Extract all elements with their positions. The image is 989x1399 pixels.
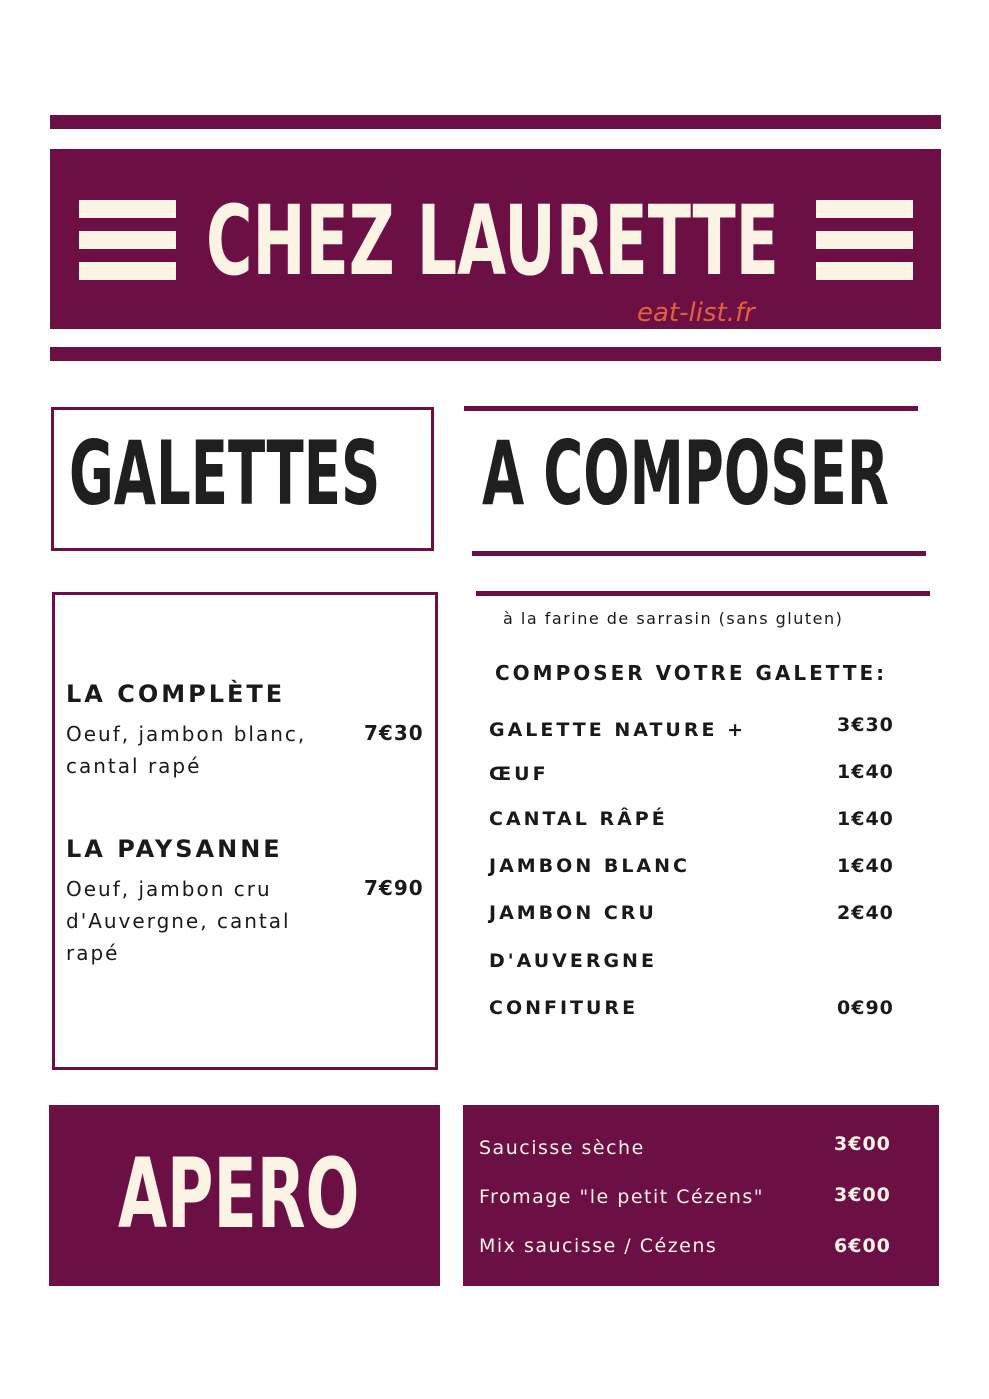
compose-item-price: 1€40 bbox=[837, 855, 894, 877]
apero-item-price: 3€00 bbox=[834, 1133, 891, 1155]
apero-title: APERO bbox=[118, 1138, 360, 1250]
special-desc-line: Oeuf, jambon cru bbox=[66, 877, 272, 901]
compose-title-top-line bbox=[464, 406, 918, 411]
compose-title-bottom-line bbox=[472, 551, 926, 556]
apero-item-name: Mix saucisse / Cézens bbox=[479, 1235, 718, 1257]
specials-box bbox=[52, 592, 438, 1070]
header-bottom-stripe bbox=[50, 347, 941, 361]
apero-item-name: Fromage "le petit Cézens" bbox=[479, 1186, 765, 1208]
special-desc-line: rapé bbox=[66, 941, 120, 965]
section-title-compose: A COMPOSER bbox=[482, 422, 889, 525]
compose-subtitle: à la farine de sarrasin (sans gluten) bbox=[503, 609, 844, 628]
compose-item-name: JAMBON BLANC bbox=[489, 855, 690, 877]
special-price: 7€90 bbox=[364, 876, 424, 900]
watermark: eat-list.fr bbox=[637, 298, 755, 328]
compose-item-price: 2€40 bbox=[837, 902, 894, 924]
special-desc-line: Oeuf, jambon blanc, bbox=[66, 722, 307, 746]
special-desc-line: d'Auvergne, cantal bbox=[66, 909, 291, 933]
compose-item-name: JAMBON CRU bbox=[489, 902, 657, 924]
compose-item-price: 0€90 bbox=[837, 997, 894, 1019]
apero-item-price: 6€00 bbox=[834, 1235, 891, 1257]
compose-item-name: GALETTE NATURE + bbox=[489, 719, 746, 741]
compose-item-price: 3€30 bbox=[837, 714, 894, 736]
compose-divider-line bbox=[476, 591, 930, 596]
special-name: LA COMPLÈTE bbox=[66, 680, 286, 708]
compose-item-name: CANTAL RÂPÉ bbox=[489, 808, 668, 830]
section-title-galettes: GALETTES bbox=[69, 422, 381, 525]
apero-item-name: Saucisse sèche bbox=[479, 1137, 645, 1159]
compose-heading: COMPOSER VOTRE GALETTE: bbox=[495, 661, 888, 685]
compose-item-name: CONFITURE bbox=[489, 997, 639, 1019]
compose-item-name: ŒUF bbox=[489, 763, 549, 785]
compose-item-price: 1€40 bbox=[837, 808, 894, 830]
special-name: LA PAYSANNE bbox=[66, 835, 283, 863]
header-banner bbox=[50, 149, 941, 329]
compose-item-name: D'AUVERGNE bbox=[489, 950, 657, 972]
header-top-stripe bbox=[50, 115, 941, 129]
hamburger-icon-left bbox=[79, 200, 176, 280]
special-desc-line: cantal rapé bbox=[66, 754, 202, 778]
compose-item-price: 1€40 bbox=[837, 761, 894, 783]
hamburger-icon-right bbox=[816, 200, 913, 280]
restaurant-title: CHEZ LAURETTE bbox=[206, 185, 779, 297]
special-price: 7€30 bbox=[364, 721, 424, 745]
apero-item-price: 3€00 bbox=[834, 1184, 891, 1206]
